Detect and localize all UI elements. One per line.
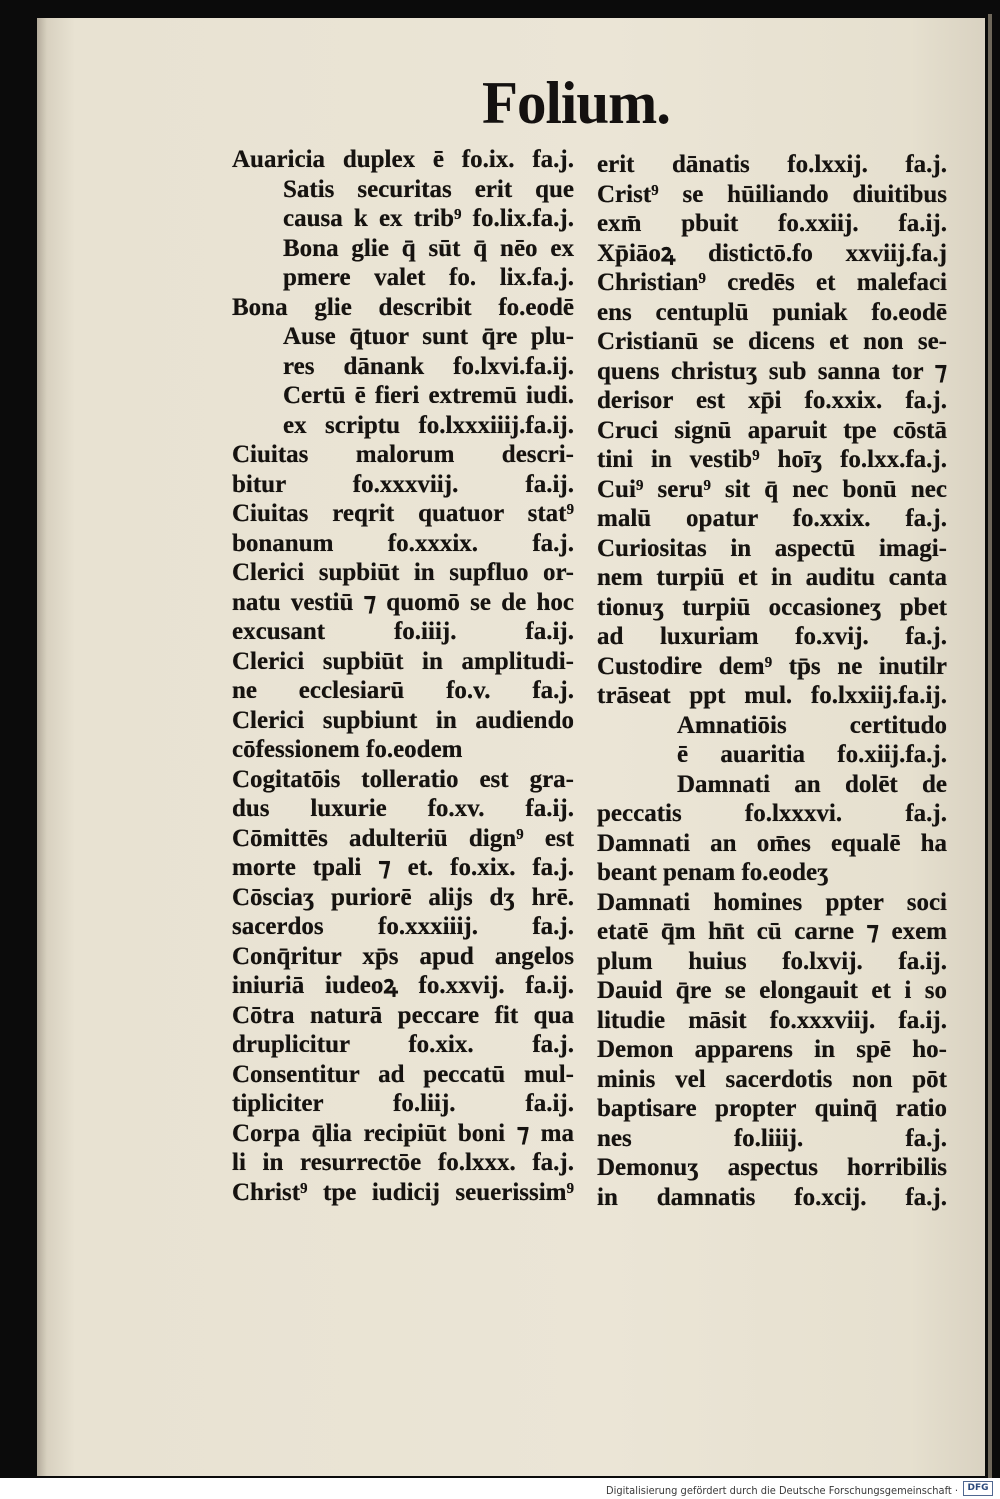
- text-line: li in resurrectōe fo.lxxx. fa.j.: [232, 1149, 574, 1176]
- text-line: Dauid q̄re se elongauit et i so: [597, 977, 947, 1004]
- text-line: plum huius fo.lxvij. fa.ij.: [597, 947, 947, 975]
- text-line: Consentitur ad peccatū mul-: [232, 1060, 574, 1088]
- right-column: [597, 150, 947, 1212]
- credit-box: [606, 1481, 958, 1496]
- text-line: malū opatur fo.xxix. fa.j.: [597, 505, 947, 532]
- text-line: excusant fo.iiij. fa.ij.: [232, 618, 574, 645]
- text-line: natu vestiū ⁊ quomō se de hoc: [232, 588, 574, 616]
- text-line: sacerdos fo.xxxiiij. fa.j.: [232, 913, 574, 940]
- text-line: Damnati an dolēt de: [677, 770, 947, 798]
- text-line: in damnatis fo.xcij. fa.j.: [597, 1183, 947, 1211]
- text-line: causa k ex trib⁹ fo.lix.fa.j.: [283, 205, 574, 232]
- text-line: Cui⁹ seru⁹ sit q̄ nec bonū nec: [597, 475, 947, 503]
- text-line: Xp̄iāoꝝ distictō.fo xxviij.fa.j: [597, 239, 947, 267]
- text-line: nes fo.liiij. fa.j.: [597, 1124, 947, 1152]
- funding-credit: Digitalisierung gefördert durch die Deutsche Forschungsgemeinschaft ·: [606, 1484, 958, 1497]
- text-line: ens centuplū puniak fo.eodē: [597, 298, 947, 326]
- text-line: Cōmittēs adulteriū dign⁹ est: [232, 824, 574, 852]
- page-edge: [988, 14, 992, 1478]
- text-line: erit dānatis fo.lxxij. fa.j.: [597, 151, 947, 178]
- dfg-logo[interactable]: DFG: [963, 1481, 993, 1496]
- text-line: Satis securitas erit que: [283, 175, 574, 203]
- text-line: Damnati homines ppter soci: [597, 888, 947, 916]
- text-line: Damnati an om̄es equalē ha: [597, 829, 947, 857]
- text-line: tini in vestib⁹ hoīʒ fo.lxx.fa.j.: [597, 446, 947, 473]
- text-line: quens christuʒ sub sanna tor ⁊: [597, 357, 947, 385]
- text-line: bitur fo.xxxviij. fa.ij.: [232, 470, 574, 498]
- text-line: Certū ē fieri extremū iudi.: [283, 382, 574, 409]
- text-line: exm̄ pbuit fo.xxiij. fa.ij.: [597, 210, 947, 237]
- text-line: Ause q̄tuor sunt q̄re plu-: [283, 323, 574, 350]
- text-line: dus luxurie fo.xv. fa.ij.: [232, 795, 574, 822]
- text-line: Bona glie describit fo.eodē: [232, 293, 574, 321]
- text-line: Clerici supbiūt in amplitudi-: [232, 647, 574, 675]
- text-line: Clerici supbiunt in audiendo: [232, 706, 574, 734]
- text-line: ē auaritia fo.xiij.fa.j.: [677, 741, 947, 768]
- text-line: Corpa q̄lia recipiūt boni ⁊ ma: [232, 1119, 574, 1147]
- text-line: nem turpiū et in auditu canta: [597, 564, 947, 591]
- digitization-footer: [0, 1478, 1000, 1499]
- text-line: trāseat ppt mul. fo.lxxiij.fa.ij.: [597, 682, 947, 709]
- text-line: morte tpali ⁊ et. fo.xix. fa.j.: [232, 854, 574, 881]
- text-line: baptisare propter quinq̄ ratio: [597, 1095, 947, 1122]
- text-line: Ciuitas malorum descri-: [232, 441, 574, 468]
- text-line: Auaricia duplex ē fo.ix. fa.j.: [232, 146, 574, 173]
- text-line: Clerici supbiūt in supfluo or-: [232, 559, 574, 586]
- text-line: Cogitatōis tolleratio est gra-: [232, 765, 574, 793]
- text-line: ex scriptu fo.lxxxiiij.fa.ij.: [283, 411, 574, 439]
- text-line: Christian⁹ credēs et malefaci: [597, 269, 947, 296]
- text-line: Curiositas in aspectū imagi-: [597, 534, 947, 562]
- text-line: ne ecclesiarū fo.v. fa.j.: [232, 677, 574, 704]
- text-line: ad luxuriam fo.xvij. fa.j.: [597, 623, 947, 650]
- text-line: Cōsciaʒ puriorē alijs dʒ hrē.: [232, 883, 574, 911]
- text-line: tionuʒ turpiū occasioneʒ pbet: [597, 593, 947, 621]
- text-line: peccatis fo.lxxxvi. fa.j.: [597, 800, 947, 827]
- left-column: [232, 145, 574, 1207]
- text-line: pmere valet fo. lix.fa.j.: [283, 264, 574, 291]
- text-line: beant penam fo.eodeʒ: [597, 859, 829, 886]
- text-line: minis vel sacerdotis non pōt: [597, 1065, 947, 1093]
- text-line: derisor est xp̄i fo.xxix. fa.j.: [597, 387, 947, 414]
- text-line: etatē q̄m hn̄t cū carne ⁊ exem: [597, 918, 947, 945]
- text-line: Demonuʒ aspectus horribilis: [597, 1154, 947, 1181]
- text-line: litudie māsit fo.xxxviij. fa.ij.: [597, 1006, 947, 1034]
- text-line: Custodire dem⁹ tp̄s ne inutilr: [597, 652, 947, 680]
- text-line: res dānank fo.lxvi.fa.ij.: [283, 352, 574, 380]
- text-line: tipliciter fo.liij. fa.ij.: [232, 1090, 574, 1117]
- text-line: Crist⁹ se hūiliando diuitibus: [597, 180, 947, 208]
- text-line: Bona glie q̄ sūt q̄ nēo ex: [283, 234, 574, 262]
- page-title: Folium.: [482, 70, 670, 136]
- text-line: Cristianū se dicens et non se-: [597, 328, 947, 355]
- page-heading: [482, 66, 670, 140]
- text-line: cōfessionem fo.eodem: [232, 736, 463, 763]
- text-line: Christ⁹ tpe iudicij seuerissim⁹: [232, 1178, 574, 1206]
- text-line: iniuriā iudeoꝝ fo.xxvij. fa.ij.: [232, 972, 574, 999]
- text-line: bonanum fo.xxxix. fa.j.: [232, 529, 574, 557]
- text-line: Demon apparens in spē ho-: [597, 1036, 947, 1063]
- text-line: Amnatiōis certitudo: [677, 711, 947, 739]
- text-line: Cruci signū aparuit tpe cōstā: [597, 416, 947, 444]
- text-line: druplicitur fo.xix. fa.j.: [232, 1031, 574, 1058]
- text-line: Conq̄ritur xp̄s apud angelos: [232, 942, 574, 970]
- text-line: Ciuitas reqrit quatuor stat⁹: [232, 500, 574, 527]
- text-line: Cōtra naturā peccare fit qua: [232, 1001, 574, 1029]
